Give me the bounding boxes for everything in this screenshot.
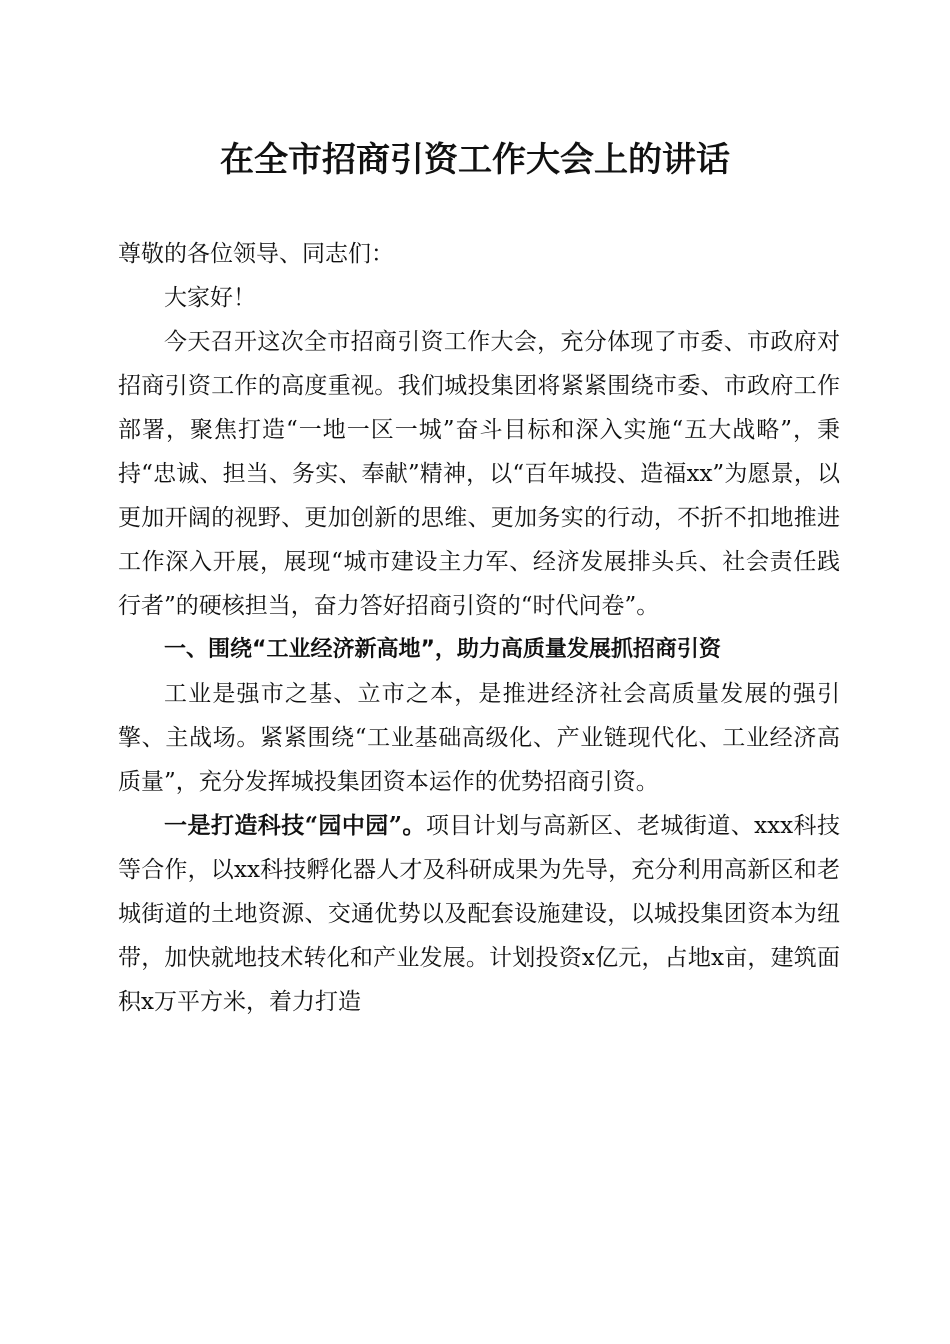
salutation: 尊敬的各位领导、同志们： bbox=[118, 241, 394, 267]
document-body bbox=[118, 232, 840, 1024]
list-item-1 bbox=[118, 804, 840, 1024]
greeting: 大家好！ bbox=[164, 285, 256, 311]
list-item-1-lead: 一是打造科技“园中园”。 bbox=[164, 812, 426, 839]
paragraph-opening: 今天召开这次全市招商引资工作大会，充分体现了市委、市政府对招商引资工作的高度重视。我们城投集团将紧紧围绕市委、市政府工作部署，聚焦打造“一地一区一城”奋斗目标和深入实施“五大战略”，秉持“忠诚、担当、务实、奉献”精神，以“百年城投、造福xx”为愿景，以更加开阔的视野、更加创新的思维、更加务实的行动，不折不扣地推进工作深入开展，展现“城市建设主力军、经济发展排头兵、社会责任践行者”的硬核担当，奋力答好招商引资的“时代问卷”。 bbox=[118, 329, 840, 619]
paragraph-industry: 工业是强市之基、立市之本，是推进经济社会高质量发展的强引擎、主战场。紧紧围绕“工业基础高级化、产业链现代化、工业经济高质量”，充分发挥城投集团资本运作的优势招商引资。 bbox=[118, 681, 840, 795]
document-title: 在全市招商引资工作大会上的讲话 bbox=[220, 140, 730, 180]
section-heading-1: 一、围绕“工业经济新高地”，助力高质量发展抓招商引资 bbox=[164, 637, 721, 662]
list-item-1-body: 项目计划与高新区、老城街道、xxx科技等合作，以xx科技孵化器人才及科研成果为先导，充分利用高新区和老城街道的土地资源、交通优势以及配套设施建设，以城投集团资本为纽带，加快就地技术转化和产业发展。计划投资x亿元，占地x亩，建筑面积x万平方米，着力打造 bbox=[118, 813, 840, 1015]
